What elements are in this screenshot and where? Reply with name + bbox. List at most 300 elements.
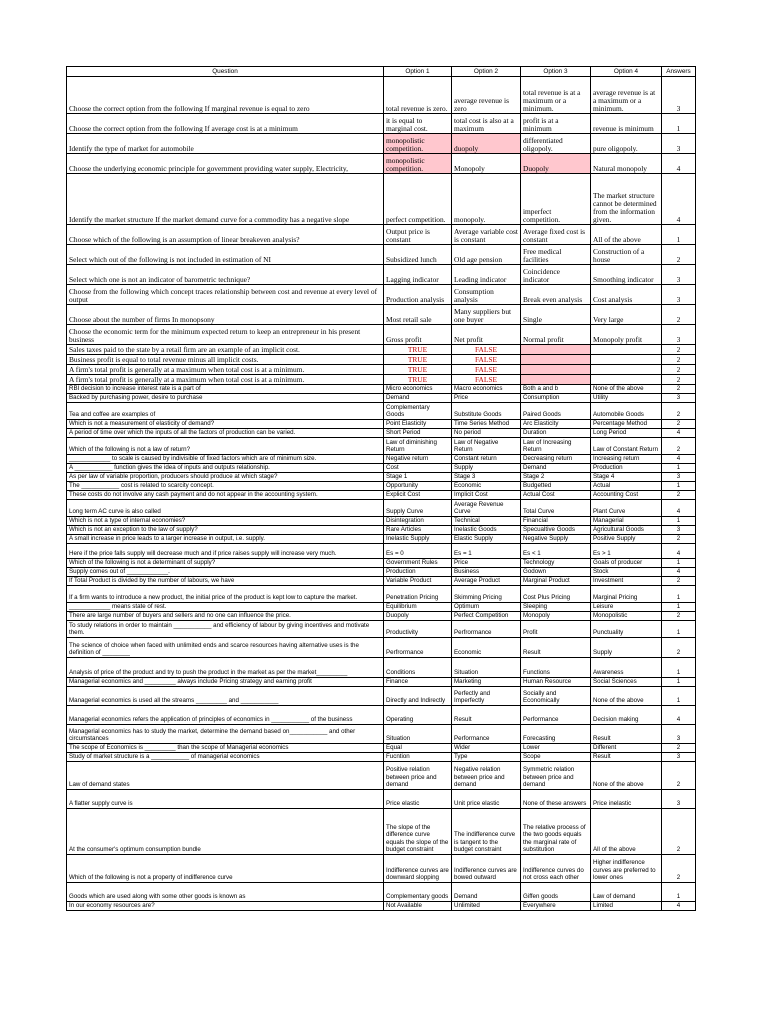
option-2-cell: FALSE xyxy=(452,345,521,355)
option-4-cell xyxy=(591,345,662,355)
table-row xyxy=(67,325,696,345)
option-4-cell xyxy=(591,375,662,385)
table-row xyxy=(67,586,696,603)
option-3-cell: Cost Plus Pricing xyxy=(521,586,591,603)
question-cell: A small increase in price leads to a larger increase in output, i.e. supply. xyxy=(67,535,384,544)
question-cell: Long term AC curve is also called xyxy=(67,500,384,517)
option-2-cell: Monopoly xyxy=(452,154,521,174)
answer-cell: 3 xyxy=(662,473,696,482)
question-cell: Goods which are used along with some other goods is known as xyxy=(67,883,384,902)
table-row xyxy=(67,429,696,438)
table-row xyxy=(67,809,696,855)
answer-cell: 2 xyxy=(662,744,696,753)
question-cell: If Total Product is divided by the number of labours, we have xyxy=(67,577,384,586)
option-2-cell: Many suppliers but one buyer xyxy=(452,305,521,325)
option-4-cell xyxy=(591,365,662,375)
question-cell: Which of the following is not a property of indifference curve xyxy=(67,855,384,883)
column-header-answers: Answers xyxy=(662,67,696,77)
option-3-cell: Profit xyxy=(521,621,591,638)
option-1-cell: Complementary Goods xyxy=(384,403,452,420)
option-3-cell: Negative Supply xyxy=(521,535,591,544)
question-cell: At the consumer's optimum consumption bundle xyxy=(67,809,384,855)
answer-cell: 2 xyxy=(662,535,696,544)
option-1-cell: Variable Product xyxy=(384,577,452,586)
option-3-cell: Duopoly xyxy=(521,154,591,174)
answer-cell: 4 xyxy=(662,544,696,559)
answer-cell: 3 xyxy=(662,526,696,535)
option-1-cell: monopolistic competition. xyxy=(384,134,452,154)
question-cell: A flatter supply curve is xyxy=(67,790,384,809)
table-row xyxy=(67,403,696,420)
answer-cell: 1 xyxy=(662,517,696,526)
option-1-cell: Directly and Indirectly xyxy=(384,687,452,706)
option-2-cell: FALSE xyxy=(452,355,521,365)
column-header-option-3: Option 3 xyxy=(521,67,591,77)
table-row xyxy=(67,612,696,621)
option-2-cell: Marketing xyxy=(452,678,521,687)
option-2-cell: Unlimited xyxy=(452,902,521,911)
option-1-cell: TRUE xyxy=(384,375,452,385)
table-row xyxy=(67,245,696,265)
option-1-cell: Short Period xyxy=(384,429,452,438)
option-1-cell: Output price is constant xyxy=(384,225,452,245)
option-1-cell: perfect competition. xyxy=(384,174,452,225)
option-2-cell: Macro economics xyxy=(452,385,521,394)
table-row xyxy=(67,744,696,753)
option-3-cell: Single xyxy=(521,305,591,325)
question-cell: Backed by purchasing power, desire to purchase xyxy=(67,394,384,403)
table-row xyxy=(67,375,696,385)
answer-cell: 1 xyxy=(662,658,696,678)
answer-cell: 1 xyxy=(662,678,696,687)
answer-cell: 4 xyxy=(662,500,696,517)
option-2-cell: Performance xyxy=(452,725,521,744)
answer-cell: 1 xyxy=(662,883,696,902)
answer-cell: 3 xyxy=(662,77,696,114)
option-2-cell: No period xyxy=(452,429,521,438)
option-2-cell: Indifference curves are bowed outward xyxy=(452,855,521,883)
table-row xyxy=(67,174,696,225)
table-row xyxy=(67,544,696,559)
answer-cell: 1 xyxy=(662,114,696,134)
option-3-cell: Giffen goods xyxy=(521,883,591,902)
option-2-cell: Net profit xyxy=(452,325,521,345)
option-3-cell: Human Resource xyxy=(521,678,591,687)
answer-cell: 3 xyxy=(662,394,696,403)
question-cell: Choose the correct option from the following If marginal revenue is equal to zero xyxy=(67,77,384,114)
option-1-cell: Operating xyxy=(384,706,452,725)
question-cell: Select which one is not an indicator of barometric technique? xyxy=(67,265,384,285)
option-1-cell: Supply Curve xyxy=(384,500,452,517)
option-2-cell: Average Revenue Curve xyxy=(452,500,521,517)
option-1-cell: Point Elasticity xyxy=(384,420,452,429)
question-cell: Managerial economics refers the application of principles of economics in ___________ of the business xyxy=(67,706,384,725)
option-2-cell: Law of Negative Return xyxy=(452,438,521,455)
option-4-cell: pure oligopoly. xyxy=(591,134,662,154)
answer-cell: 2 xyxy=(662,345,696,355)
table-row xyxy=(67,365,696,375)
option-3-cell: Arc Elasticity xyxy=(521,420,591,429)
option-2-cell: average revenue is zero xyxy=(452,77,521,114)
table-row xyxy=(67,559,696,568)
table-row xyxy=(67,517,696,526)
option-4-cell: Stage 4 xyxy=(591,473,662,482)
table-row xyxy=(67,225,696,245)
answer-cell: 1 xyxy=(662,603,696,612)
question-cell: Law of demand states xyxy=(67,762,384,790)
answer-cell: 4 xyxy=(662,902,696,911)
option-3-cell xyxy=(521,375,591,385)
option-4-cell: All of the above xyxy=(591,225,662,245)
option-2-cell: Result xyxy=(452,706,521,725)
answer-cell: 2 xyxy=(662,612,696,621)
option-2-cell: Constant return xyxy=(452,455,521,464)
question-cell: Tea and coffee are examples of xyxy=(67,403,384,420)
option-4-cell: Actual xyxy=(591,482,662,491)
option-2-cell: Supply xyxy=(452,464,521,473)
option-1-cell: Micro economics xyxy=(384,385,452,394)
column-header-question: Question xyxy=(67,67,384,77)
option-2-cell: monopoly. xyxy=(452,174,521,225)
table-row xyxy=(67,420,696,429)
table-row xyxy=(67,345,696,355)
option-2-cell: Situation xyxy=(452,658,521,678)
answer-cell: 2 xyxy=(662,491,696,500)
option-1-cell: Stage 1 xyxy=(384,473,452,482)
answer-cell: 2 xyxy=(662,577,696,586)
table-row xyxy=(67,114,696,134)
option-2-cell: Unit price elastic xyxy=(452,790,521,809)
question-cell: Which is not a measurement of elasticity of demand? xyxy=(67,420,384,429)
option-4-cell: Stock xyxy=(591,568,662,577)
answer-cell: 4 xyxy=(662,568,696,577)
option-1-cell: Explicit Cost xyxy=(384,491,452,500)
option-1-cell: Not Available xyxy=(384,902,452,911)
option-4-cell xyxy=(591,355,662,365)
answer-cell: 3 xyxy=(662,325,696,345)
question-cell: Which is not a type of internal economies? xyxy=(67,517,384,526)
answer-cell: 2 xyxy=(662,438,696,455)
option-2-cell: Perfect Competition xyxy=(452,612,521,621)
answer-cell: 4 xyxy=(662,174,696,225)
question-cell: Choose the underlying economic principle for government providing water supply, Electricity, xyxy=(67,154,384,174)
option-4-cell: Different xyxy=(591,744,662,753)
column-header-option-1: Option 1 xyxy=(384,67,452,77)
option-4-cell: Monopolistic xyxy=(591,612,662,621)
option-2-cell: Price xyxy=(452,559,521,568)
option-3-cell: Monopoly xyxy=(521,612,591,621)
table-body xyxy=(67,77,696,911)
question-table xyxy=(66,66,696,911)
option-1-cell: Price elastic xyxy=(384,790,452,809)
option-1-cell: Situation xyxy=(384,725,452,744)
option-4-cell: Cost analysis xyxy=(591,285,662,305)
option-4-cell: The market structure cannot be determined from the information given. xyxy=(591,174,662,225)
option-4-cell: Es > 1 xyxy=(591,544,662,559)
option-1-cell: Disintegration xyxy=(384,517,452,526)
table-row xyxy=(67,638,696,658)
option-4-cell: Automobile Goods xyxy=(591,403,662,420)
option-1-cell: Duopoly xyxy=(384,612,452,621)
option-4-cell: Construction of a house xyxy=(591,245,662,265)
option-3-cell: Paired Goods xyxy=(521,403,591,420)
option-3-cell: Scope xyxy=(521,753,591,762)
answer-cell: 4 xyxy=(662,706,696,725)
table-row xyxy=(67,455,696,464)
option-2-cell: Demand xyxy=(452,883,521,902)
option-3-cell: Stage 2 xyxy=(521,473,591,482)
option-1-cell: Law of diminishing Return xyxy=(384,438,452,455)
option-2-cell: Optimum xyxy=(452,603,521,612)
column-header-option-4: Option 4 xyxy=(591,67,662,77)
option-1-cell: The slope of the difference curve equals the slope of the budget constraint xyxy=(384,809,452,855)
answer-cell: 3 xyxy=(662,134,696,154)
question-cell: A ___________ function gives the idea of inputs and outputs relationship. xyxy=(67,464,384,473)
option-3-cell: Decreasing return xyxy=(521,455,591,464)
option-1-cell: Equal xyxy=(384,744,452,753)
question-cell: Analysis of price of the product and try to push the product in the market as per the market_________ xyxy=(67,658,384,678)
option-3-cell: Performance xyxy=(521,706,591,725)
table-row xyxy=(67,154,696,174)
answer-cell: 1 xyxy=(662,586,696,603)
option-2-cell: Old age pension xyxy=(452,245,521,265)
option-4-cell: Marginal Pricing xyxy=(591,586,662,603)
table-row xyxy=(67,568,696,577)
option-3-cell: Normal profit xyxy=(521,325,591,345)
option-1-cell: TRUE xyxy=(384,345,452,355)
option-3-cell: total revenue is at a maximum or a minimum. xyxy=(521,77,591,114)
option-1-cell: Complementary goods xyxy=(384,883,452,902)
option-3-cell: The relative process of the two goods equals the marginal rate of substitution xyxy=(521,809,591,855)
option-4-cell: Result xyxy=(591,725,662,744)
question-cell: These costs do not involve any cash payment and do not appear in the accounting system. xyxy=(67,491,384,500)
option-2-cell: Leading indicator xyxy=(452,265,521,285)
question-cell: As per law of variable proportion, producers should produce at which stage? xyxy=(67,473,384,482)
option-3-cell: Result xyxy=(521,638,591,658)
option-1-cell: Opportunity xyxy=(384,482,452,491)
option-2-cell: Elastic Supply xyxy=(452,535,521,544)
option-4-cell: Percentage Method xyxy=(591,420,662,429)
answer-cell: 2 xyxy=(662,245,696,265)
option-4-cell: Law of demand xyxy=(591,883,662,902)
question-cell: Study of market structure is a ___________ of managerial economics xyxy=(67,753,384,762)
option-1-cell: Productivity xyxy=(384,621,452,638)
table-row xyxy=(67,678,696,687)
option-1-cell: Lagging indicator xyxy=(384,265,452,285)
option-4-cell: Leisure xyxy=(591,603,662,612)
question-cell: Choose about the number of firms In monopsony xyxy=(67,305,384,325)
table-row xyxy=(67,762,696,790)
option-1-cell: Penetration Pricing xyxy=(384,586,452,603)
option-2-cell: Perfectly and Imperfectly xyxy=(452,687,521,706)
answer-cell: 2 xyxy=(662,420,696,429)
table-row xyxy=(67,265,696,285)
option-1-cell: it is equal to marginal cost. xyxy=(384,114,452,134)
option-2-cell: Substitute Goods xyxy=(452,403,521,420)
option-3-cell xyxy=(521,345,591,355)
option-2-cell: The indifference curve is tangent to the budget constraint xyxy=(452,809,521,855)
option-3-cell: Both a and b xyxy=(521,385,591,394)
question-cell: ____________ means state of rest. xyxy=(67,603,384,612)
table-row xyxy=(67,491,696,500)
option-1-cell: Production analysis xyxy=(384,285,452,305)
option-4-cell: Social Sciences xyxy=(591,678,662,687)
question-cell: Which of the following is not a law of return? xyxy=(67,438,384,455)
question-cell: There are large number of buyers and sellers and no one can influence the price. xyxy=(67,612,384,621)
answer-cell: 3 xyxy=(662,790,696,809)
option-3-cell: None of these answers xyxy=(521,790,591,809)
answer-cell: 2 xyxy=(662,355,696,365)
option-2-cell: Technical xyxy=(452,517,521,526)
question-cell: RBI decision to increase interest rate is a part of xyxy=(67,385,384,394)
option-1-cell: TRUE xyxy=(384,365,452,375)
table-row xyxy=(67,355,696,365)
question-cell: A firm's total profit is generally at a maximum when total cost is at a minimum. xyxy=(67,365,384,375)
option-4-cell: Higher indifference curves are preferred to lower ones xyxy=(591,855,662,883)
option-4-cell: None of the above xyxy=(591,687,662,706)
option-4-cell: Accounting Cost xyxy=(591,491,662,500)
answer-cell: 4 xyxy=(662,154,696,174)
answer-cell: 3 xyxy=(662,285,696,305)
option-2-cell: Type xyxy=(452,753,521,762)
table-row xyxy=(67,687,696,706)
option-4-cell: Limited xyxy=(591,902,662,911)
option-4-cell: None of the above xyxy=(591,385,662,394)
option-1-cell: Production xyxy=(384,568,452,577)
option-3-cell: Forecasting xyxy=(521,725,591,744)
question-cell: The ___________ cost is related to scarcity concept. xyxy=(67,482,384,491)
question-cell: Here if the price falls supply will decrease much and if price raises supply will increase very much. xyxy=(67,544,384,559)
option-1-cell: Conditions xyxy=(384,658,452,678)
option-4-cell: Monopoly profit xyxy=(591,325,662,345)
option-1-cell: Government Rules xyxy=(384,559,452,568)
answer-cell: 1 xyxy=(662,559,696,568)
question-cell: The science of choice when faced with unlimited ends and scarce resources having alternative uses is the definition of ________ xyxy=(67,638,384,658)
option-3-cell: Everywhere xyxy=(521,902,591,911)
question-cell: Business profit is equal to total revenue minus all implicit costs. xyxy=(67,355,384,365)
question-cell: If a firm wants to introduce a new product, the initial price of the product is kept low to capture the market. xyxy=(67,586,384,603)
option-3-cell: Financial xyxy=(521,517,591,526)
answer-cell: 4 xyxy=(662,455,696,464)
question-cell: To study relations in order to maintain ___________ and efficiency of labour by giving incentives and motivate them. xyxy=(67,621,384,638)
option-3-cell: Average fixed cost is constant xyxy=(521,225,591,245)
option-3-cell: Sleeping xyxy=(521,603,591,612)
option-2-cell: Implicit Cost xyxy=(452,491,521,500)
option-2-cell: Wider xyxy=(452,744,521,753)
option-1-cell: total revenue is zero. xyxy=(384,77,452,114)
option-1-cell: Most retail sale xyxy=(384,305,452,325)
option-1-cell: Equilibrium xyxy=(384,603,452,612)
option-3-cell: Marginal Product xyxy=(521,577,591,586)
answer-cell: 3 xyxy=(662,265,696,285)
table-row xyxy=(67,706,696,725)
option-3-cell: Technology xyxy=(521,559,591,568)
option-1-cell: Finance xyxy=(384,678,452,687)
option-4-cell: Goals of producer xyxy=(591,559,662,568)
question-cell: Identify the market structure If the market demand curve for a commodity has a negative slope xyxy=(67,174,384,225)
question-cell: ____________ to scale is caused by indivisible of fixed factors which are of minimum size. xyxy=(67,455,384,464)
option-1-cell: Indifference curves are downward slopping xyxy=(384,855,452,883)
answer-cell: 3 xyxy=(662,753,696,762)
table-row xyxy=(67,464,696,473)
option-4-cell: Smoothing indicator xyxy=(591,265,662,285)
option-2-cell: Consumption analysis xyxy=(452,285,521,305)
option-4-cell: Supply xyxy=(591,638,662,658)
option-3-cell: Godown xyxy=(521,568,591,577)
table-row xyxy=(67,77,696,114)
table-row xyxy=(67,902,696,911)
option-3-cell xyxy=(521,355,591,365)
table-row xyxy=(67,134,696,154)
table-row xyxy=(67,855,696,883)
option-4-cell: average revenue is at a maximum or a minimum. xyxy=(591,77,662,114)
question-cell: Which of the following is not a determinant of supply? xyxy=(67,559,384,568)
option-2-cell: Average Product xyxy=(452,577,521,586)
option-2-cell: Price xyxy=(452,394,521,403)
question-cell: Select which out of the following is not included in estimation of NI xyxy=(67,245,384,265)
option-3-cell: Actual Cost xyxy=(521,491,591,500)
option-2-cell: Negative relation between price and demand xyxy=(452,762,521,790)
question-cell: Sales taxes paid to the state by a retail firm are an example of an implicit cost. xyxy=(67,345,384,355)
option-4-cell: Increasing return xyxy=(591,455,662,464)
option-2-cell: Economic xyxy=(452,638,521,658)
option-2-cell: Perfrormance xyxy=(452,621,521,638)
question-cell: A period of time over which the inputs of all the factors of production can be varied. xyxy=(67,429,384,438)
option-2-cell: duopoly xyxy=(452,134,521,154)
table-row xyxy=(67,883,696,902)
table-row xyxy=(67,394,696,403)
answer-cell: 2 xyxy=(662,403,696,420)
question-cell: A firm's total profit is generally at a maximum when total cost is at a minimum. xyxy=(67,375,384,385)
option-3-cell: Socially and Economically xyxy=(521,687,591,706)
table-row xyxy=(67,603,696,612)
option-1-cell: Cost xyxy=(384,464,452,473)
table-row xyxy=(67,526,696,535)
table-row xyxy=(67,621,696,638)
answer-cell: 1 xyxy=(662,482,696,491)
answer-cell: 2 xyxy=(662,385,696,394)
option-4-cell: Managerial xyxy=(591,517,662,526)
answer-cell: 4 xyxy=(662,429,696,438)
option-3-cell: Symmetric relation between price and demand xyxy=(521,762,591,790)
option-4-cell: Law of Constant Return xyxy=(591,438,662,455)
option-4-cell: Price inelastic xyxy=(591,790,662,809)
option-4-cell: Production xyxy=(591,464,662,473)
option-4-cell: Result xyxy=(591,753,662,762)
table-row xyxy=(67,305,696,325)
answer-cell: 2 xyxy=(662,809,696,855)
option-2-cell: FALSE xyxy=(452,365,521,375)
option-1-cell: Rare Articles xyxy=(384,526,452,535)
answer-cell: 1 xyxy=(662,621,696,638)
option-2-cell: Inelastic Goods xyxy=(452,526,521,535)
question-cell: Choose from the following which concept traces relationship between cost and revenue at every level of output xyxy=(67,285,384,305)
option-4-cell: Natural monopoly xyxy=(591,154,662,174)
table-row xyxy=(67,790,696,809)
option-1-cell: Subsidized lunch xyxy=(384,245,452,265)
option-2-cell: Time Series Method xyxy=(452,420,521,429)
answer-cell: 2 xyxy=(662,375,696,385)
option-1-cell: Inelastic Supply xyxy=(384,535,452,544)
option-1-cell: Positive relation between price and demand xyxy=(384,762,452,790)
option-3-cell: differentiated oligopoly. xyxy=(521,134,591,154)
option-2-cell: Business xyxy=(452,568,521,577)
option-4-cell: Very large xyxy=(591,305,662,325)
table-header xyxy=(67,67,696,77)
option-2-cell: Average variable cost is constant xyxy=(452,225,521,245)
answer-cell: 2 xyxy=(662,638,696,658)
option-1-cell: monopolistic competition. xyxy=(384,154,452,174)
